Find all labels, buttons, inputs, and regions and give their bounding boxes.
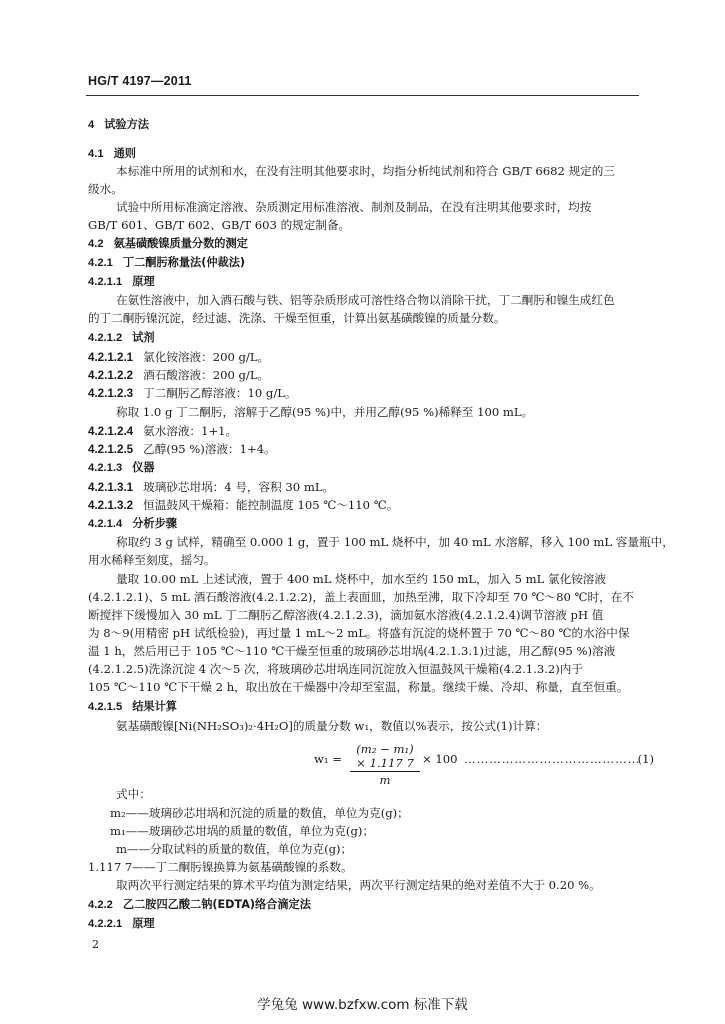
section-number: 4.2 xyxy=(88,238,104,250)
paragraph-line: 断搅拌下缓慢加入 30 mL 丁二酮肟乙醇溶液(4.2.1.2.3)，滴加氨水溶液(4.2.1.2.4)调节溶液 pH 值 xyxy=(88,608,604,622)
item-number: 4.2.1.2.2 xyxy=(88,369,134,382)
formula-leader-dots: …………………………………… xyxy=(464,752,641,766)
reagent-item xyxy=(88,367,269,384)
fraction-bar xyxy=(350,771,420,772)
item-text: 氯化铵溶液：200 g/L。 xyxy=(143,350,270,364)
reagent-item xyxy=(88,423,237,440)
paragraph-line: 氨基磺酸镍[Ni(NH₂SO₃)₂·4H₂O]的质量分数 w₁，数值以%表示，按公式(1)计算： xyxy=(116,719,548,733)
section-4-2-1-2-heading xyxy=(88,330,155,346)
paragraph-line: 称取 1.0 g 丁二酮肟，溶解于乙醇(95 %)中，并用乙醇(95 %)稀释至 100 mL。 xyxy=(116,405,534,419)
item-text: 玻璃砂芯坩埚：4 号，容积 30 mL。 xyxy=(143,480,335,494)
section-title: 乙二胺四乙酸二钠(EDTA)络合滴定法 xyxy=(122,898,311,911)
paragraph-line: (4.2.1.2.1)、5 mL 酒石酸溶液(4.2.1.2.2)，盖上表面皿，加热至沸，取下冷却至 70 ℃～80 ℃时，在不 xyxy=(88,590,634,604)
section-title: 丁二酮肟称量法(仲裁法) xyxy=(122,256,245,269)
section-title: 原理 xyxy=(132,275,155,288)
page-number: 2 xyxy=(92,938,99,951)
formula-1 xyxy=(314,742,654,787)
standard-code: HG/T 4197—2011 xyxy=(88,74,192,88)
item-number: 4.2.1.3.2 xyxy=(88,499,134,512)
section-4-2-1-1-heading xyxy=(88,274,155,290)
paragraph-line: 为 8～9(用精密 pH 试纸检验)，再过量 1 mL～2 mL。将盛有沉淀的烧杯置于 70 ℃～80 ℃的水浴中保 xyxy=(88,626,630,640)
section-title: 原理 xyxy=(132,917,155,930)
instrument-item xyxy=(88,497,398,514)
variable-definition: m₂——玻璃砂芯坩埚和沉淀的质量的数值，单位为克(g)； xyxy=(110,806,409,820)
section-number: 4.2.1.2 xyxy=(88,332,123,344)
formula-numerator: (m₂ − m₁) × 1.117 7 xyxy=(356,742,414,770)
section-number: 4.2.1.3 xyxy=(88,462,123,474)
item-number: 4.2.1.2.1 xyxy=(88,351,134,364)
paragraph-line: 本标准中所用的试剂和水，在没有注明其他要求时，均指分析纯试剂和符合 GB/T 6682 规定的三 xyxy=(116,164,615,178)
paragraph-line: 式中： xyxy=(116,787,151,801)
item-number: 4.2.1.2.5 xyxy=(88,443,134,456)
formula-fraction xyxy=(350,742,420,787)
paragraph-line: 试验中所用标准滴定溶液、杂质测定用标准溶液、制剂及制品，在没有注明其他要求时，均按 xyxy=(116,200,592,214)
variable-definition: m——分取试料的质量的数值，单位为克(g)； xyxy=(116,842,353,856)
section-number: 4.2.2.1 xyxy=(88,918,123,930)
paragraph-line: 用水稀释至刻度，摇匀。 xyxy=(88,553,216,567)
section-4-2-1-5-heading xyxy=(88,699,177,715)
section-title: 分析步骤 xyxy=(132,517,177,530)
section-title: 试验方法 xyxy=(104,118,149,131)
item-text: 丁二酮肟乙醇溶液：10 g/L。 xyxy=(143,386,297,400)
section-4-2-1-3-heading xyxy=(88,460,155,476)
item-number: 4.2.1.3.1 xyxy=(88,481,134,494)
instrument-item xyxy=(88,479,334,496)
paragraph-line: 在氨性溶液中，加入酒石酸与铁、铝等杂质形成可溶性络合物以消除干扰，丁二酮肟和镍生成红色 xyxy=(116,293,615,307)
formula-rhs: × 100 xyxy=(422,752,458,766)
reagent-item xyxy=(88,385,297,402)
paragraph-line: GB/T 601、GB/T 602、GB/T 603 的规定制备。 xyxy=(88,218,351,232)
section-title: 仪器 xyxy=(132,461,155,474)
section-title: 通则 xyxy=(113,147,136,160)
section-4-1-heading xyxy=(88,146,136,162)
section-number: 4.2.1.5 xyxy=(88,701,123,713)
formula-lhs: w₁ = xyxy=(314,752,342,766)
section-number: 4.2.1.4 xyxy=(88,518,123,530)
section-title: 结果计算 xyxy=(132,700,177,713)
paragraph-line: 的丁二酮肟镍沉淀，经过滤、洗涤、干燥至恒重，计算出氨基磺酸镍的质量分数。 xyxy=(88,311,506,325)
item-number: 4.2.1.2.4 xyxy=(88,425,134,438)
section-number: 4.2.1.1 xyxy=(88,276,123,288)
variable-definition: m₁——玻璃砂芯坩埚的质量的数值，单位为克(g)； xyxy=(110,824,374,838)
item-text: 酒石酸溶液：200 g/L。 xyxy=(143,368,270,382)
section-title: 试剂 xyxy=(132,331,155,344)
section-number: 4.2.2 xyxy=(88,899,113,911)
reagent-item xyxy=(88,349,269,366)
section-number: 4.2.1 xyxy=(88,257,113,269)
section-4-2-2-heading xyxy=(88,897,311,913)
paragraph-line: 级水。 xyxy=(88,182,123,196)
header-rule xyxy=(86,95,639,96)
section-4-2-1-heading xyxy=(88,255,245,271)
section-number: 4.1 xyxy=(88,148,104,160)
section-title: 氨基磺酸镍质量分数的测定 xyxy=(113,237,248,250)
footer-watermark: 学兔兔 www.bzfxw.com 标准下载 xyxy=(257,997,468,1013)
section-4-2-2-1-heading xyxy=(88,916,155,932)
reagent-item xyxy=(88,441,276,458)
paragraph-line: 称取约 3 g 试样，精确至 0.000 1 g，置于 100 mL 烧杯中，加 40 mL 水溶解，移入 100 mL 容量瓶中， xyxy=(116,535,674,549)
item-number: 4.2.1.2.3 xyxy=(88,387,134,400)
item-text: 氨水溶液：1+1。 xyxy=(143,424,238,438)
equation-number: (1) xyxy=(637,752,654,766)
section-4-2-1-4-heading xyxy=(88,516,177,532)
variable-definition: 1.117 7——丁二酮肟镍换算为氨基磺酸镍的系数。 xyxy=(88,860,353,874)
section-number: 4 xyxy=(88,119,95,131)
formula-denominator: m xyxy=(379,773,391,787)
paragraph-line: (4.2.1.2.5)洗涤沉淀 4 次～5 次，将玻璃砂芯坩埚连同沉淀放入恒温鼓风干燥箱(4.2.1.3.2)内于 xyxy=(88,662,583,676)
item-text: 恒温鼓风干燥箱：能控制温度 105 ℃～110 ℃。 xyxy=(143,498,399,512)
paragraph-line: 取两次平行测定结果的算术平均值为测定结果，两次平行测定结果的绝对差值不大于 0.20 %。 xyxy=(116,878,601,892)
paragraph-line: 温 1 h，然后用已于 105 ℃～110 ℃干燥至恒重的玻璃砂芯坩埚(4.2.1.3.1)过滤，用乙醇(95 %)溶液 xyxy=(88,644,616,658)
paragraph-line: 量取 10.00 mL 上述试液，置于 400 mL 烧杯中，加水至约 150 mL，加入 5 mL 氯化铵溶液 xyxy=(116,572,606,586)
paragraph-line: 105 ℃～110 ℃下干燥 2 h，取出放在干燥器中冷却至室温，称量。继续干燥、冷却、称量，直至恒重。 xyxy=(88,680,629,694)
section-4-2-heading xyxy=(88,236,248,252)
item-text: 乙醇(95 %)溶液：1+4。 xyxy=(143,442,276,456)
section-4-heading xyxy=(88,117,149,133)
